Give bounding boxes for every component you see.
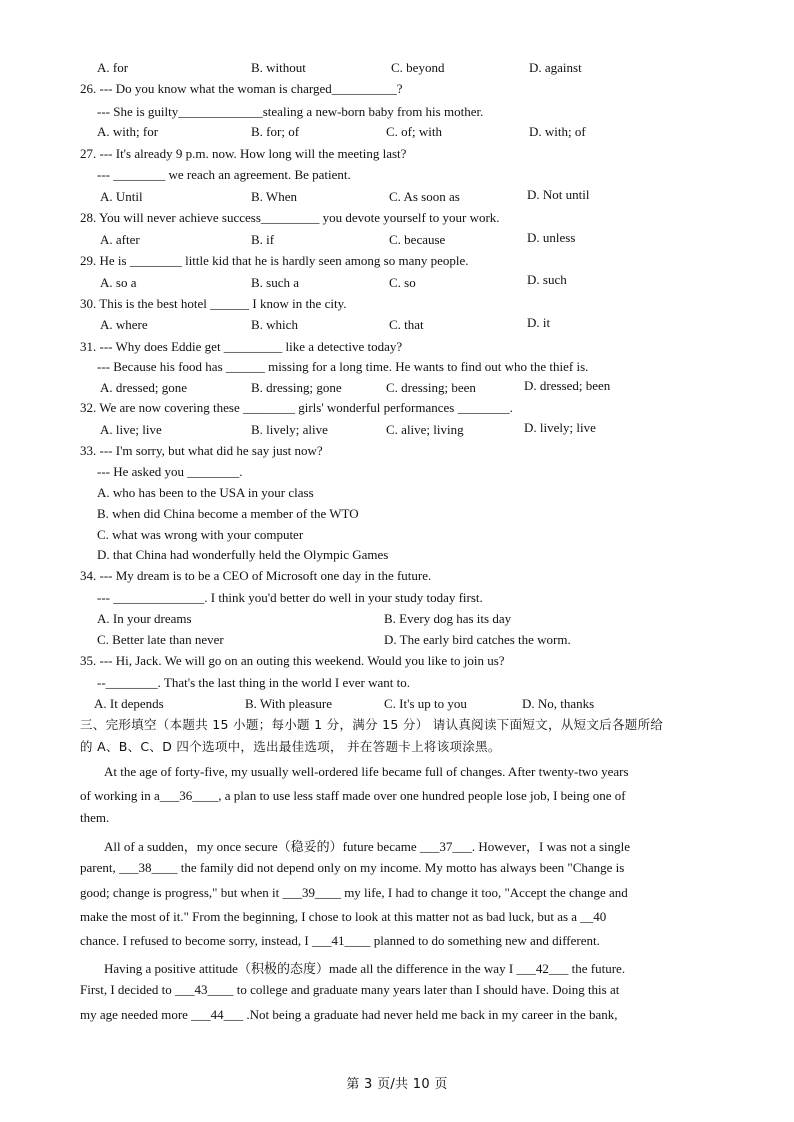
- passage-p3-line-2: First, I decided to ___43____ to college and graduate many years later than I should have. Doing this at: [80, 982, 620, 997]
- q29-option-c: C. so: [389, 275, 416, 290]
- q33-option-b: B. when did China become a member of the WTO: [97, 506, 359, 521]
- q30-option-c: C. that: [389, 317, 424, 332]
- q32-option-c: C. alive; living: [386, 422, 464, 437]
- q27-option-b: B. When: [251, 189, 297, 204]
- q34-option-d: D. The early bird catches the worm.: [384, 632, 571, 647]
- q33-reply: --- He asked you ________.: [97, 464, 243, 479]
- q26-option-d: D. with; of: [529, 124, 586, 139]
- q32-option-d: D. lively; live: [524, 420, 596, 435]
- q32-question: 32. We are now covering these ________ girls' wonderful performances ________.: [80, 400, 513, 415]
- q35-option-a: A. It depends: [94, 696, 164, 711]
- q27-question: 27. --- It's already 9 p.m. now. How long will the meeting last?: [80, 146, 407, 161]
- q28-option-b: B. if: [251, 232, 275, 247]
- q34-reply: --- ______________. I think you'd better do well in your study today first.: [97, 590, 483, 605]
- q30-option-b: B. which: [251, 317, 298, 332]
- q31-option-d: D. dressed; been: [524, 378, 611, 393]
- q26-option-c: C. of; with: [386, 124, 442, 139]
- q31-option-b: B. dressing; gone: [251, 380, 342, 395]
- passage-p2-line-2: parent, ___38____ the family did not depend only on my income. My motto has always been "Change is: [80, 860, 625, 875]
- q27-reply: --- ________ we reach an agreement. Be patient.: [97, 167, 351, 182]
- q26-option-a: A. with; for: [97, 124, 159, 139]
- section-heading-line-2: 的 A、B、C、D 四个选项中，选出最佳选项， 并在答题卡上将该项涂黑。: [80, 739, 501, 754]
- q35-option-d: D. No, thanks: [522, 696, 595, 711]
- q26-reply: --- She is guilty_____________stealing a new-born baby from his mother.: [97, 104, 484, 119]
- q26-option-b: B. for; of: [251, 124, 300, 139]
- q26-question: 26. --- Do you know what the woman is charged__________?: [80, 81, 403, 96]
- q28-option-c: C. because: [389, 232, 446, 247]
- q25-option-d: D. against: [529, 60, 582, 75]
- page-number: 第 3 页/共 10 页: [346, 1077, 448, 1092]
- passage-p1-line-1: At the age of forty-five, my usually well-ordered life became full of changes. After twenty-two years: [104, 764, 629, 779]
- q30-question: 30. This is the best hotel ______ I know in the city.: [80, 296, 347, 311]
- passage-p3-line-3: my age needed more ___44___ .Not being a graduate had never held me back in my career in the bank,: [80, 1007, 618, 1022]
- q27-option-c: C. As soon as: [389, 189, 460, 204]
- q34-option-c: C. Better late than never: [97, 632, 224, 647]
- q25-option-a: A. for: [97, 60, 129, 75]
- passage-p2-line-5: chance. I refused to become sorry, instead, I ___41____ planned to do something new and different.: [80, 933, 600, 948]
- q31-option-a: A. dressed; gone: [100, 380, 188, 395]
- passage-p2-line-1: All of a sudden，my once secure（稳妥的）future became ___37___. However，I was not a single: [104, 839, 630, 854]
- q31-option-c: C. dressing; been: [386, 380, 476, 395]
- q33-option-d: D. that China had wonderfully held the Olympic Games: [97, 547, 389, 562]
- q32-option-a: A. live; live: [100, 422, 162, 437]
- q30-option-d: D. it: [527, 315, 551, 330]
- passage-p3-line-1: Having a positive attitude（积极的态度）made all the difference in the way I ___42___ the future.: [104, 961, 626, 976]
- q29-option-b: B. such a: [251, 275, 300, 290]
- q31-reply: --- Because his food has ______ missing for a long time. He wants to find out who the thief is.: [97, 359, 589, 374]
- q28-option-a: A. after: [100, 232, 140, 247]
- q35-option-b: B. With pleasure: [245, 696, 332, 711]
- q35-reply: --________. That's the last thing in the world I ever want to.: [97, 675, 410, 690]
- q34-question: 34. --- My dream is to be a CEO of Microsoft one day in the future.: [80, 568, 432, 583]
- q27-option-a: A. Until: [100, 189, 143, 204]
- q30-option-a: A. where: [100, 317, 148, 332]
- q34-option-b: B. Every dog has its day: [384, 611, 512, 626]
- q33-question: 33. --- I'm sorry, but what did he say just now?: [80, 443, 323, 458]
- passage-p2-line-4: make the most of it." From the beginning, I chose to look at this matter not as bad luck, but as a __40: [80, 909, 607, 924]
- q29-question: 29. He is ________ little kid that he is hardly seen among so many people.: [80, 253, 469, 268]
- q32-option-b: B. lively; alive: [251, 422, 328, 437]
- q25-option-c: C. beyond: [391, 60, 445, 75]
- q29-option-a: A. so a: [100, 275, 137, 290]
- q29-option-d: D. such: [527, 272, 567, 287]
- q28-question: 28. You will never achieve success_________ you devote yourself to your work.: [80, 210, 500, 225]
- q25-option-b: B. without: [251, 60, 306, 75]
- q35-question: 35. --- Hi, Jack. We will go on an outing this weekend. Would you like to join us?: [80, 653, 505, 668]
- q28-option-d: D. unless: [527, 230, 576, 245]
- q34-option-a: A. In your dreams: [97, 611, 192, 626]
- passage-p1-line-3: them.: [80, 810, 110, 825]
- section-heading-line-1: 三、完形填空（本题共 15 小题；每小题 1 分，满分 15 分） 请认真阅读下面短文，从短文后各题所给: [80, 717, 664, 732]
- q27-option-d: D. Not until: [527, 187, 590, 202]
- q33-option-a: A. who has been to the USA in your class: [97, 485, 314, 500]
- q31-question: 31. --- Why does Eddie get _________ like a detective today?: [80, 339, 403, 354]
- passage-p1-line-2: of working in a___36____, a plan to use less staff made over one hundred people lose job, I being one of: [80, 788, 626, 803]
- passage-p2-line-3: good; change is progress," but when it ___39____ my life, I had to change it too, "Accept the change and: [80, 885, 628, 900]
- q33-option-c: C. what was wrong with your computer: [97, 527, 304, 542]
- q35-option-c: C. It's up to you: [384, 696, 467, 711]
